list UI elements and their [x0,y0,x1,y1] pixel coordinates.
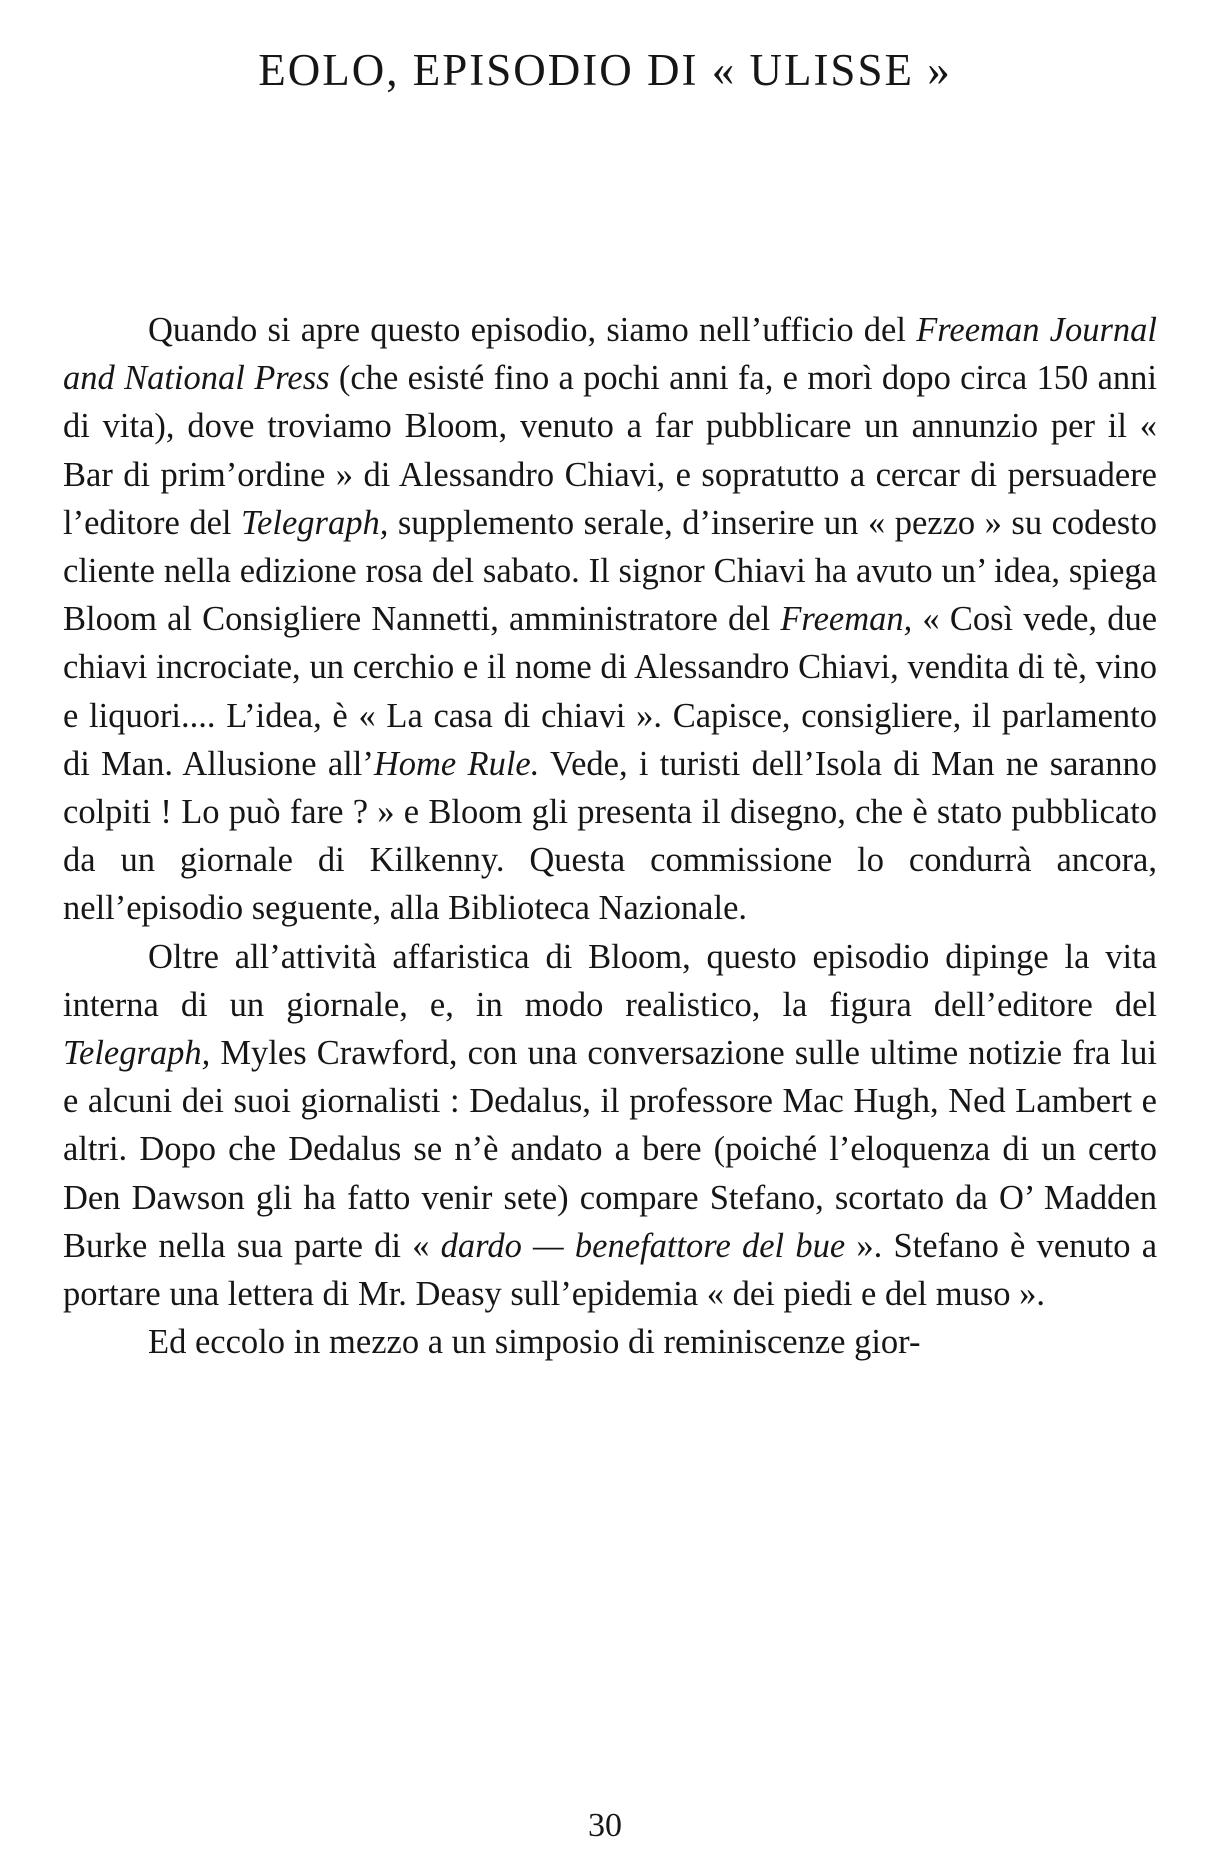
paragraph-2-text-3: ». Stefano è venuto a portare una lettera di Mr. Deasy sull’epidemia « dei piedi e del muso ». [63,1226,1158,1314]
paragraph-3-text-1: Ed eccolo in mezzo a un simposio di reminiscenze gior- [148,1323,921,1362]
page-number: 30 [588,1807,622,1844]
paragraph-2-italic-dardo: dardo — benefattore del bue [440,1226,846,1265]
paragraph-1-text-4: « Così vede, due chiavi incrociate, un cerchio e il nome di Alessandro Chiavi, vendita di tè, vino e liquori.... L’idea, è « La casa di chiavi ». Capisce, consigliere, il parlamento di Man. Allusione all’ [63,600,1158,783]
paragraph-1-italic-telegraph: Telegraph, [241,503,389,542]
paragraph-2-italic-telegraph: Telegraph, [63,1034,211,1073]
running-title: EOLO, EPISODIO DI « ULISSE » [258,45,952,95]
body-text [63,306,1157,1366]
paragraph-2 [63,933,1157,1319]
paragraph-1-italic-freeman: Freeman, [780,600,913,639]
paragraph-1-text-5: Vede, i turisti dell’Isola di Man ne saranno colpiti ! Lo può fare ? » e Bloom gli presenta il disegno, che è stato pubblicato da un giornale di Kilkenny. Questa commissione lo condurrà ancora, nell’episodio seguente, alla Biblioteca Nazionale. [63,744,1157,928]
paragraph-2-text-1: Oltre all’attività affaristica di Bloom, questo episodio dipinge la vita interna di un giornale, e, in modo realistico, la figura dell’editore del [63,937,1157,1024]
paragraph-1-italic-freeman-journal: Freeman Journal and National Press [63,311,1158,398]
paragraph-1 [63,306,1157,933]
paragraph-1-text-1: Quando si apre questo episodio, siamo nell’ufficio del [148,311,917,349]
paragraph-1-italic-home-rule: Home Rule. [373,744,540,783]
paragraph-2-text-2: Myles Crawford, con una conversazione sulle ultime notizie fra lui e alcuni dei suoi giornalisti : Dedalus, il professore Mac Hugh, Ned Lambert e altri. Dopo che Dedalus se n’è andato a bere (poiché l’eloquenza di un certo Den Dawson gli ha fatto venir sete) compare Stefano, scortato da O’ Madden Burke nella sua parte di « [63,1034,1157,1265]
paragraph-1-text-3: supplemento serale, d’inserire un « pezzo » su codesto cliente nella edizione rosa del sabato. Il signor Chiavi ha avuto un’ idea, spiega Bloom al Consigliere Nannetti, amministratore del [63,503,1157,639]
paragraph-3 [63,1318,1157,1366]
paragraph-1-text-2: (che esisté fino a pochi anni fa, e morì dopo circa 150 anni di vita), dove troviamo Bloom, venuto a far pubblicare un annunzio per il « Bar di prim’ordine » di Alessandro Chiavi, e sopratutto a cercar di persuadere l’editore del [63,359,1157,542]
